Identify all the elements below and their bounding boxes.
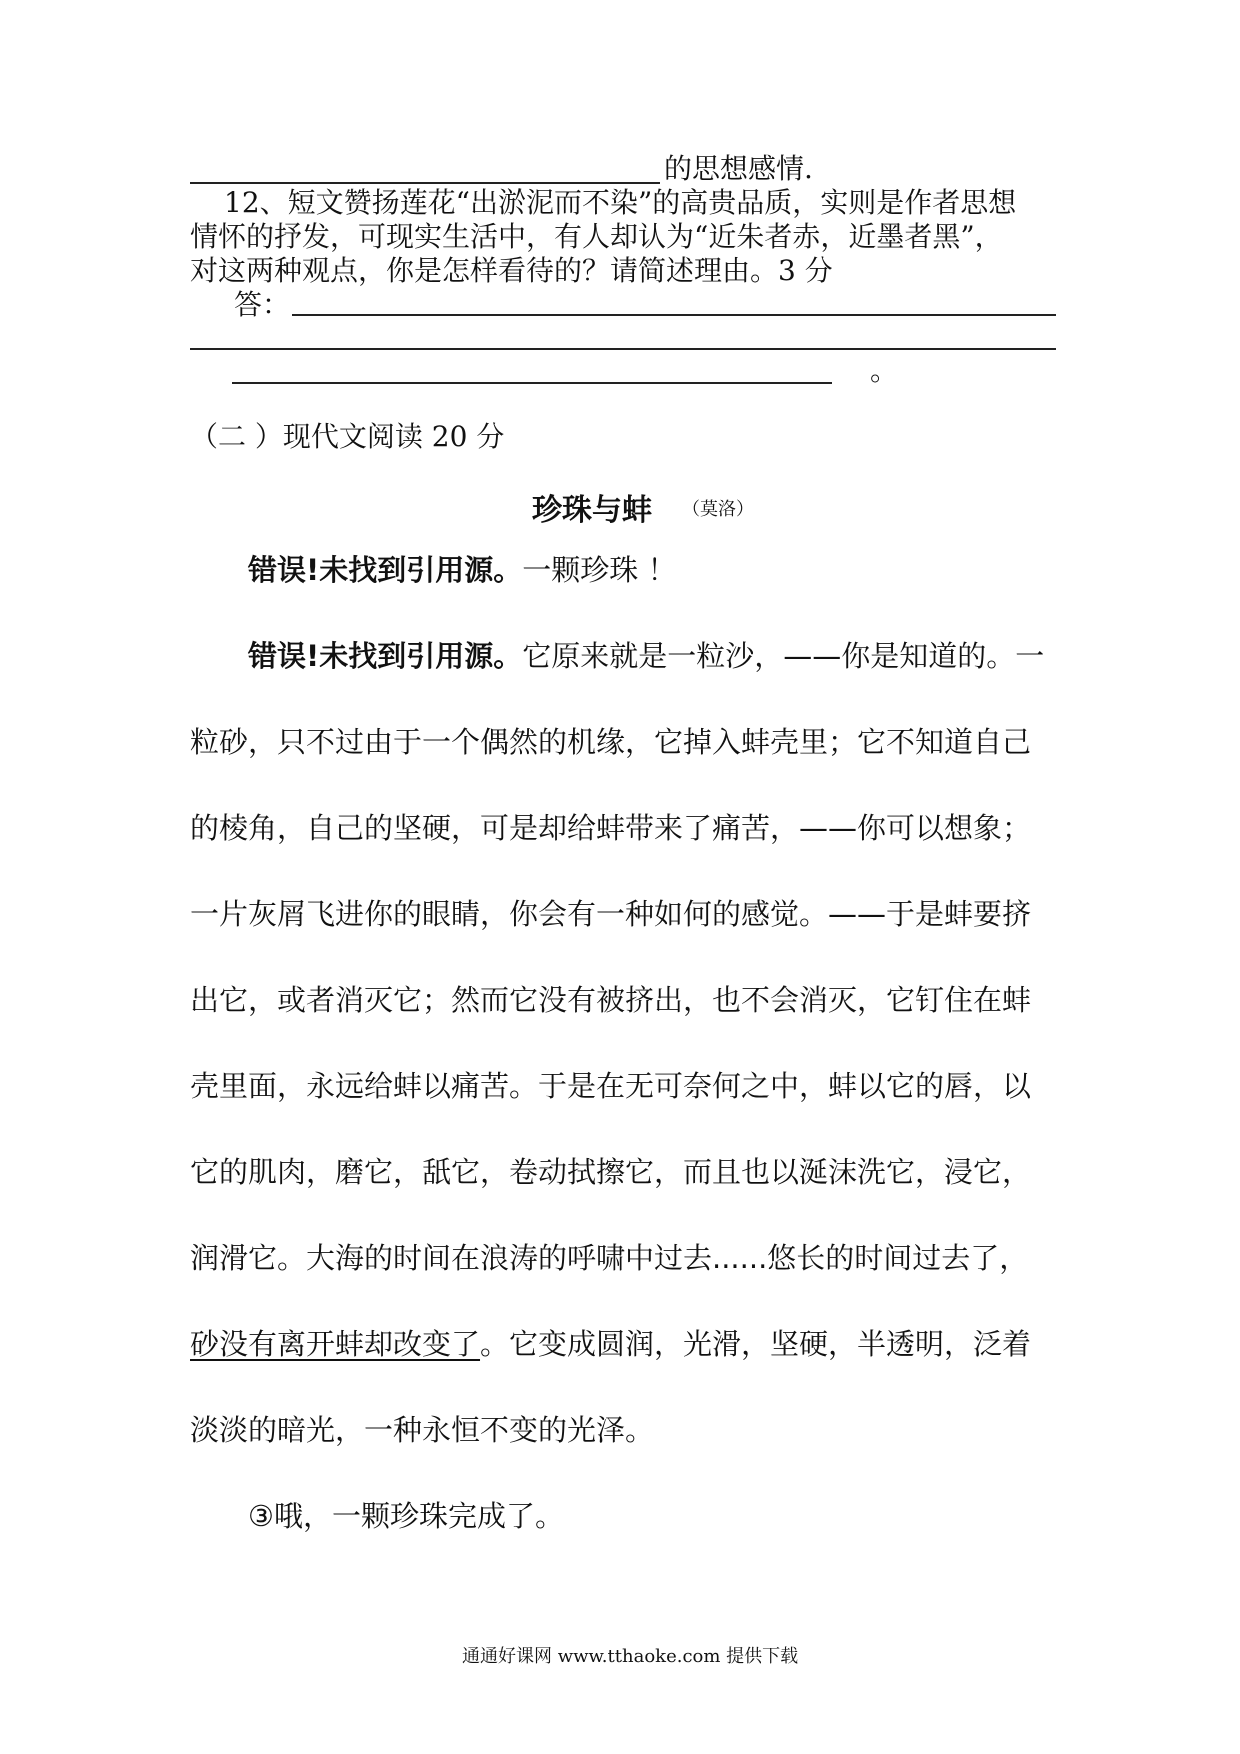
paragraph-2-line-3: 的棱角，自己的坚硬，可是却给蚌带来了痛苦，——你可以想象；: [190, 811, 1032, 845]
blank-line: [190, 182, 660, 184]
q11-tail: 的思想感情.: [664, 152, 813, 185]
paragraph-1: [248, 548, 676, 589]
footer-text: 通通好课网 www.tthaoke.com 提供下载: [462, 1646, 799, 1667]
paragraph-2-line-7: 它的肌肉，磨它，舐它，卷动拭擦它，而且也以涎沫洗它，浸它，: [190, 1155, 1032, 1189]
paragraph-2-line-4: 一片灰屑飞进你的眼睛，你会有一种如何的感觉。——于是蚌要挤: [190, 897, 1032, 931]
underlined-phrase: 砂没有离开蚌却改变了: [190, 1327, 481, 1361]
paragraph-2-line-8: 润滑它。大海的时间在浪涛的呼啸中过去......悠长的时间过去了，: [190, 1241, 1029, 1275]
citation-error: 错误!未找到引用源。: [248, 553, 523, 587]
paragraph-2-line-9: [190, 1322, 1031, 1363]
article-author: （莫洛）: [682, 499, 754, 520]
q12-line-1: 12、短文赞扬莲花“出淤泥而不染”的高贵品质，实则是作者思想: [224, 186, 1017, 219]
article-title: 珍珠与蚌: [532, 493, 652, 528]
paragraph-2-line-5: 出它，或者消灭它；然而它没有被挤出，也不会消灭，它钉住在蚌: [190, 983, 1032, 1017]
q12-line-3: 对这两种观点，你是怎样看待的？请简述理由。3 分: [190, 254, 833, 287]
paragraph-2-line-10: 淡淡的暗光，一种永恒不变的光泽。: [190, 1413, 655, 1447]
answer-line-1[interactable]: [292, 314, 1056, 316]
q12-line-2: 情怀的抒发，可现实生活中，有人却认为“近朱者赤，近墨者黑”，: [190, 220, 1003, 253]
paragraph-2-line-2: 粒砂，只不过由于一个偶然的机缘，它掉入蚌壳里；它不知道自己: [190, 725, 1032, 759]
citation-error: 错误!未找到引用源。: [248, 639, 523, 673]
paragraph-1-text: 一颗珍珠 ！: [522, 553, 677, 587]
answer-line-2[interactable]: [190, 348, 1056, 350]
answer-end-mark: 。: [870, 354, 899, 387]
answer-line-3[interactable]: [232, 382, 832, 384]
paragraph-2-after-underline: 。它变成圆润，光滑，坚硬，半透明，泛着: [480, 1327, 1032, 1361]
paragraph-3: ③哦，一颗珍珠完成了。: [248, 1499, 564, 1533]
paragraph-2-first: 它原来就是一粒沙，——你是知道的。一: [522, 639, 1045, 673]
section-heading: （二 ）现代文阅读 20 分: [190, 420, 505, 453]
answer-label: 答：: [234, 288, 291, 321]
paragraph-2-line-6: 壳里面，永远给蚌以痛苦。于是在无可奈何之中，蚌以它的唇，以: [190, 1069, 1032, 1103]
paragraph-2-line-1: [248, 634, 1044, 675]
